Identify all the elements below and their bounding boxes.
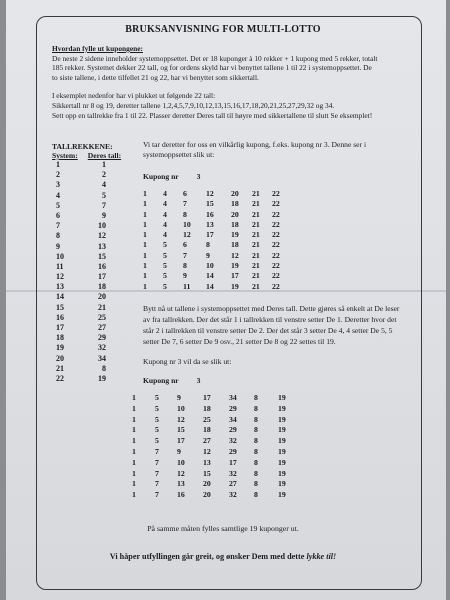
kupong-cell: 16 (177, 490, 185, 500)
kupong-cell: 19 (231, 230, 239, 240)
system-number: 10 (56, 251, 64, 261)
kupong-row (132, 490, 292, 501)
kupong-cell: 17 (177, 436, 185, 446)
kupong-cell: 19 (278, 457, 286, 467)
system-number: 11 (56, 261, 64, 271)
kupong-cell: 8 (183, 261, 187, 271)
kupong-cell: 10 (177, 457, 185, 467)
deres-number: 25 (98, 312, 106, 322)
kupong-cell: 1 (143, 189, 147, 198)
kupong-cell: 8 (206, 240, 210, 250)
kupong-cell: 34 (229, 393, 237, 402)
kupong-cell: 21 (252, 199, 260, 209)
kupong-cell: 14 (206, 281, 214, 291)
kupong-cell: 21 (252, 240, 260, 250)
kupong-cell: 19 (278, 414, 286, 424)
tallrekke-row (56, 323, 106, 333)
kupong-row (132, 469, 292, 480)
kupong-cell: 1 (132, 479, 136, 489)
kupong-cell: 25 (203, 414, 211, 424)
kupong-cell: 13 (206, 219, 214, 229)
deres-number: 29 (98, 333, 106, 343)
kupong-cell: 1 (132, 490, 136, 500)
deres-number: 4 (102, 180, 106, 190)
system-number: 5 (56, 200, 60, 210)
kupong-cell: 20 (203, 479, 211, 489)
kupong-cell: 8 (183, 209, 187, 219)
kupong-row (143, 251, 286, 261)
kupong-number: 3 (196, 376, 201, 385)
kupong-cell: 7 (183, 250, 187, 260)
example-line: Sikkertall nr 8 og 19, deretter tallene 1,2,4,5,7,9,10,12,13,15,16,17,18,20,21,25,27,29,32 og 34. (52, 100, 335, 110)
deres-number: 34 (98, 353, 106, 363)
kupong-cell: 4 (163, 219, 167, 229)
kupong-cell: 7 (155, 446, 159, 456)
tallrekke-row (56, 303, 106, 313)
deres-number: 9 (102, 210, 106, 220)
kupong-cell: 1 (143, 209, 147, 219)
kupong-result-grid (132, 393, 292, 501)
example-line: Sett opp en tallrekke fra 1 til 22. Plasser deretter Deres tall til høyre med sikkertallene til slutt Se eksemplet! (52, 110, 373, 120)
kupong-cell: 22 (272, 189, 280, 198)
tallrekke-row (56, 191, 106, 201)
footer-note: På samme måten fylles samtlige 19 kuponger ut. (147, 524, 299, 533)
deres-number: 18 (98, 282, 106, 292)
tallrekkene-heading: TALLREKKENE: (52, 142, 113, 151)
system-number: 2 (56, 170, 60, 180)
system-number: 15 (56, 302, 64, 312)
tallrekke-row (56, 343, 106, 353)
tallrekke-row (56, 364, 106, 374)
kupong-cell: 12 (203, 446, 211, 456)
kupong-cell: 19 (231, 281, 239, 291)
kupong-cell: 5 (155, 425, 159, 435)
kupong-label-result (143, 376, 200, 385)
kupong-row (132, 458, 292, 469)
closing-text: Vi håper utfyllingen går greit, og ønsker Dem med dette (109, 552, 305, 561)
kupong-cell: 29 (229, 425, 237, 435)
instruction-paragraph-3: Kupong nr 3 vil da se slik ut: (143, 357, 232, 366)
tallrekke-row (56, 201, 106, 211)
kupong-row (143, 199, 286, 209)
kupong-cell: 5 (163, 281, 167, 291)
kupong-cell: 15 (177, 425, 185, 435)
system-number: 7 (56, 221, 60, 231)
kupong-cell: 18 (203, 403, 211, 413)
kupong-cell: 4 (163, 230, 167, 240)
kupong-cell: 1 (143, 250, 147, 260)
kupong-cell: 20 (231, 189, 239, 198)
kupong-cell: 20 (203, 490, 211, 500)
tallrekkene-table (56, 160, 106, 384)
kupong-cell: 1 (143, 230, 147, 240)
kupong-cell: 22 (272, 230, 280, 240)
kupong-cell: 5 (163, 271, 167, 281)
kupong-cell: 22 (272, 271, 280, 281)
system-number: 6 (56, 210, 60, 220)
kupong-system-grid (143, 189, 286, 292)
kupong-row (132, 436, 292, 447)
kupong-cell: 15 (203, 468, 211, 478)
kupong-row (143, 220, 286, 230)
kupong-cell: 13 (203, 457, 211, 467)
system-number: 14 (56, 292, 64, 302)
kupong-cell: 9 (206, 250, 210, 260)
kupong-row (143, 282, 286, 292)
kupong-cell: 27 (203, 436, 211, 446)
kupong-cell: 21 (252, 189, 260, 198)
kupong-cell: 5 (155, 436, 159, 446)
deres-number: 7 (102, 200, 106, 210)
kupong-cell: 8 (254, 393, 258, 402)
deres-number: 1 (102, 160, 106, 169)
deres-number: 27 (98, 323, 106, 332)
kupong-cell: 1 (143, 271, 147, 281)
system-number: 18 (56, 333, 64, 343)
kupong-cell: 19 (278, 403, 286, 413)
tallrekke-row (56, 211, 106, 221)
kupong-cell: 32 (229, 468, 237, 478)
kupong-cell: 4 (163, 199, 167, 209)
closing-lykke: lykke til! (306, 552, 337, 561)
kupong-cell: 8 (254, 446, 258, 456)
kupong-cell: 19 (278, 425, 286, 435)
kupong-row (132, 393, 292, 404)
tallrekkene-header (52, 142, 121, 160)
kupong-cell: 7 (155, 468, 159, 478)
kupong-cell: 32 (229, 436, 237, 446)
kupong-cell: 7 (155, 490, 159, 500)
kupong-cell: 1 (132, 446, 136, 456)
kupong-cell: 6 (183, 240, 187, 250)
kupong-cell: 17 (229, 457, 237, 467)
kupong-row (143, 189, 286, 199)
kupong-row (132, 425, 292, 436)
system-number: 17 (56, 323, 64, 332)
kupong-cell: 5 (163, 250, 167, 260)
kupong-cell: 1 (143, 261, 147, 271)
deres-number: 16 (98, 261, 106, 271)
kupong-cell: 7 (183, 199, 187, 209)
kupong-cell: 19 (231, 261, 239, 271)
kupong-cell: 22 (272, 240, 280, 250)
kupong-row (143, 271, 286, 281)
system-number: 12 (56, 272, 64, 282)
kupong-cell: 1 (132, 403, 136, 413)
kupong-cell: 18 (203, 425, 211, 435)
kupong-cell: 19 (278, 490, 286, 500)
kupong-cell: 19 (278, 479, 286, 489)
kupong-cell: 12 (231, 250, 239, 260)
tallrekke-row (56, 313, 106, 323)
kupong-cell: 21 (252, 250, 260, 260)
kupong-row (132, 415, 292, 426)
kupong-cell: 1 (143, 199, 147, 209)
kupong-row (132, 404, 292, 415)
tallrekke-row (56, 262, 106, 272)
system-number: 22 (56, 373, 64, 383)
deres-number: 12 (98, 231, 106, 241)
kupong-row (143, 240, 286, 250)
kupong-cell: 1 (143, 219, 147, 229)
kupong-cell: 9 (177, 446, 181, 456)
deres-number: 20 (98, 292, 106, 302)
kupong-cell: 22 (272, 261, 280, 271)
kupong-label-system (143, 172, 200, 181)
deres-number: 2 (102, 170, 106, 180)
tallrekke-row (56, 160, 106, 170)
kupong-cell: 1 (132, 436, 136, 446)
kupong-cell: 11 (183, 281, 191, 291)
kupong-cell: 7 (155, 479, 159, 489)
kupong-cell: 12 (206, 189, 214, 198)
tallrekke-row (56, 272, 106, 282)
kupong-row (132, 447, 292, 458)
kupong-cell: 21 (252, 209, 260, 219)
tallrekke-row (56, 292, 106, 302)
kupong-cell: 15 (206, 199, 214, 209)
kupong-cell: 9 (183, 271, 187, 281)
kupong-cell: 8 (254, 490, 258, 500)
deres-number: 32 (98, 343, 106, 353)
kupong-cell: 1 (143, 240, 147, 250)
tallrekke-row (56, 333, 106, 343)
kupong-label-text: Kupong nr (143, 376, 179, 385)
kupong-cell: 8 (254, 403, 258, 413)
kupong-cell: 8 (254, 457, 258, 467)
kupong-cell: 6 (183, 189, 187, 198)
kupong-cell: 20 (231, 209, 239, 219)
kupong-cell: 16 (206, 209, 214, 219)
kupong-cell: 29 (229, 446, 237, 456)
kupong-cell: 5 (155, 403, 159, 413)
kupong-row (132, 479, 292, 490)
kupong-cell: 17 (231, 271, 239, 281)
deres-tall-column-header: Deres tall: (87, 151, 122, 160)
deres-number: 17 (98, 272, 106, 282)
system-number: 19 (56, 343, 64, 353)
kupong-cell: 18 (231, 219, 239, 229)
kupong-cell: 1 (132, 457, 136, 467)
system-number: 1 (56, 160, 60, 169)
kupong-cell: 21 (252, 271, 260, 281)
kupong-cell: 12 (183, 230, 191, 240)
tallrekke-row (56, 231, 106, 241)
kupong-cell: 18 (231, 199, 239, 209)
intro-line: to siste tallene, i dette tilfellet 21 og 22, har vi benyttet som sikkertall. (52, 72, 259, 82)
system-number: 13 (56, 282, 64, 292)
kupong-cell: 1 (132, 425, 136, 435)
tallrekke-row (56, 221, 106, 231)
system-number: 8 (56, 231, 60, 241)
deres-number: 19 (98, 373, 106, 383)
example-line: I eksemplet nedenfor har vi plukket ut følgende 22 tall: (52, 91, 216, 101)
kupong-cell: 5 (155, 393, 159, 402)
tallrekke-row (56, 282, 106, 292)
kupong-cell: 5 (163, 261, 167, 271)
system-number: 21 (56, 363, 64, 373)
kupong-cell: 32 (229, 490, 237, 500)
kupong-cell: 21 (252, 261, 260, 271)
kupong-cell: 21 (252, 219, 260, 229)
kupong-cell: 9 (177, 393, 181, 402)
kupong-cell: 22 (272, 199, 280, 209)
tallrekke-row (56, 252, 106, 262)
tallrekke-row (56, 242, 106, 252)
kupong-cell: 1 (143, 281, 147, 291)
system-number: 3 (56, 180, 60, 190)
kupong-cell: 8 (254, 468, 258, 478)
kupong-cell: 1 (132, 393, 136, 402)
kupong-cell: 8 (254, 414, 258, 424)
kupong-cell: 17 (203, 393, 211, 402)
kupong-cell: 4 (163, 189, 167, 198)
kupong-cell: 10 (206, 261, 214, 271)
kupong-cell: 12 (177, 468, 185, 478)
kupong-cell: 8 (254, 479, 258, 489)
system-number: 4 (56, 190, 60, 200)
kupong-cell: 14 (206, 271, 214, 281)
tallrekke-row (56, 180, 106, 190)
instruction-paragraph-2: Bytt nå ut tallene i systemoppsettet med Deres tall. Dette gjøres så enkelt at De leser av fra tallrekken. Der det står 1 i tallrekken til venstre setter De 1. Deretter hvor det står 2 i tallrekken til venstre setter De 2. Der det står 3 setter De 4, 4 setter De 5, 5 setter De 7, 6 setter De 9 osv., 21 setter De 8 og 22 settes til 19. (143, 304, 400, 346)
system-column-header: System: (52, 151, 78, 160)
deres-number: 13 (98, 241, 106, 251)
intro-subtitle: Hvordan fylle ut kupongene: (52, 44, 143, 53)
kupong-cell: 19 (278, 468, 286, 478)
kupong-cell: 1 (132, 414, 136, 424)
kupong-cell: 13 (177, 479, 185, 489)
kupong-cell: 1 (132, 468, 136, 478)
kupong-cell: 21 (252, 281, 260, 291)
kupong-cell: 17 (206, 230, 214, 240)
kupong-cell: 22 (272, 250, 280, 260)
deres-number: 10 (98, 221, 106, 231)
page-title: BRUKSANVISNING FOR MULTI-LOTTO (125, 24, 321, 35)
system-number: 20 (56, 353, 64, 363)
deres-number: 15 (98, 251, 106, 261)
kupong-cell: 19 (278, 436, 286, 446)
deres-number: 21 (98, 302, 106, 312)
kupong-cell: 8 (254, 436, 258, 446)
closing-line (0, 552, 446, 561)
kupong-cell: 21 (252, 230, 260, 240)
kupong-cell: 12 (177, 414, 185, 424)
kupong-cell: 19 (278, 393, 286, 402)
kupong-row (143, 261, 286, 271)
deres-number: 5 (102, 190, 106, 200)
intro-section (52, 44, 408, 120)
intro-line: 185 rekker. Systemet dekker 22 tall, og for ordens skyld har vi benyttet tallene 1 til 22 i systemoppsettet. De (52, 63, 372, 73)
system-number: 16 (56, 312, 64, 322)
kupong-cell: 4 (163, 209, 167, 219)
kupong-cell: 10 (177, 403, 185, 413)
kupong-row (143, 230, 286, 240)
kupong-cell: 10 (183, 219, 191, 229)
kupong-cell: 22 (272, 209, 280, 219)
kupong-cell: 18 (231, 240, 239, 250)
kupong-row (143, 210, 286, 220)
tallrekke-row (56, 374, 106, 384)
kupong-cell: 7 (155, 457, 159, 467)
deres-number: 8 (102, 363, 106, 373)
kupong-cell: 34 (229, 414, 237, 424)
kupong-cell: 22 (272, 281, 280, 291)
tallrekke-row (56, 170, 106, 180)
kupong-cell: 5 (155, 414, 159, 424)
intro-line: De neste 2 sidene inneholder systemoppsettet. Det er 18 kuponger à 10 rekker + 1 kupong med 5 rekker, totalt (52, 53, 378, 63)
kupong-cell: 8 (254, 425, 258, 435)
kupong-label-text: Kupong nr (143, 172, 179, 181)
kupong-cell: 27 (229, 479, 237, 489)
instruction-paragraph-1: Vi tar deretter for oss en vilkårlig kupong, f.eks. kupong nr 3. Denne ser i systemoppsettet slik ut: (143, 140, 367, 159)
kupong-number: 3 (196, 172, 201, 181)
system-number: 9 (56, 241, 60, 251)
kupong-cell: 29 (229, 403, 237, 413)
tallrekke-row (56, 354, 106, 364)
kupong-cell: 22 (272, 219, 280, 229)
kupong-cell: 19 (278, 446, 286, 456)
kupong-cell: 5 (163, 240, 167, 250)
